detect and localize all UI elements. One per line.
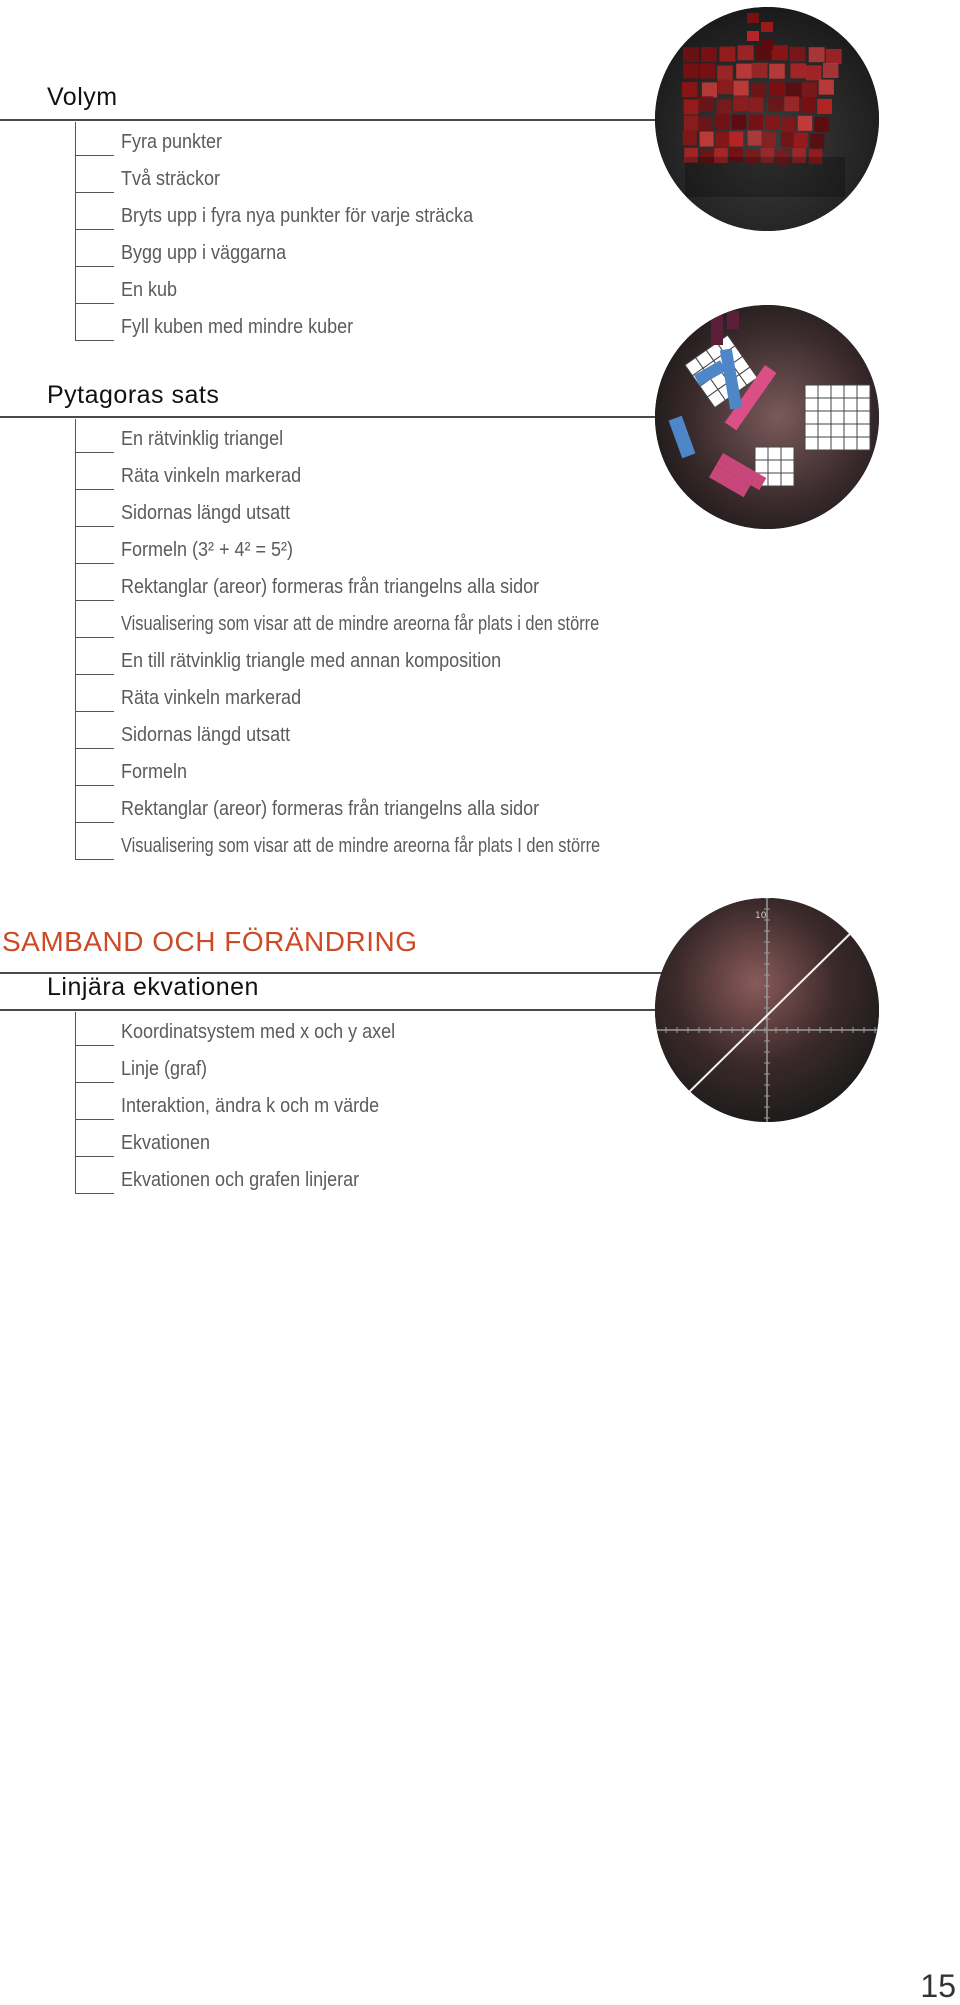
tree-branch: [75, 563, 114, 564]
tree-branch: [75, 489, 114, 490]
list-item: [75, 1086, 715, 1123]
list-item-label: Räta vinkeln markerad: [121, 687, 302, 709]
list-item-label: Linje (graf): [121, 1058, 208, 1080]
list-item-label: Koordinatsystem med x och y axel: [121, 1021, 396, 1043]
list-item-label: Formeln: [121, 761, 188, 783]
list-item: [75, 233, 715, 270]
list-item: [75, 567, 715, 604]
tree-branch: [75, 229, 114, 230]
tree-branch: [75, 859, 114, 860]
list-item: [75, 159, 715, 196]
list-item-label: Bryts upp i fyra nya punkter för varje sträcka: [121, 205, 474, 227]
list-item-label: Ekvationen: [121, 1132, 211, 1154]
list-item: [75, 419, 715, 456]
tree-branch: [75, 674, 114, 675]
pytagoras-list: [75, 419, 715, 863]
section-rule: [0, 119, 700, 121]
list-item-label: Fyll kuben med mindre kuber: [121, 316, 354, 338]
list-item: [75, 1012, 715, 1049]
graph-tick-label: 10: [755, 911, 767, 921]
section-title-volym: Volym: [47, 83, 118, 111]
red-cubes-image: [655, 7, 879, 231]
tree-branch: [75, 637, 114, 638]
tree-branch: [75, 785, 114, 786]
list-item: [75, 826, 715, 863]
tree-branch: [75, 600, 114, 601]
tree-branch: [75, 340, 114, 341]
section-rule: [0, 1009, 700, 1011]
list-item-label: Fyra punkter: [121, 131, 223, 153]
section-rule: [0, 416, 700, 418]
tree-branch: [75, 822, 114, 823]
list-item-label: Sidornas längd utsatt: [121, 502, 291, 524]
list-item: [75, 715, 715, 752]
category-rule: [0, 972, 700, 974]
linear-graph-image: [655, 898, 879, 1122]
list-item: [75, 456, 715, 493]
list-item: [75, 641, 715, 678]
list-item: [75, 270, 715, 307]
list-item: [75, 604, 715, 641]
list-item-label: Rektanglar (areor) formeras från triangelns alla sidor: [121, 798, 540, 820]
list-item-label: Interaktion, ändra k och m värde: [121, 1095, 380, 1117]
tree-branch: [75, 1119, 114, 1120]
tree-branch: [75, 1156, 114, 1157]
list-item: [75, 1049, 715, 1086]
tree-branch: [75, 155, 114, 156]
tree-branch: [75, 303, 114, 304]
section-title-linjara: Linjära ekvationen: [47, 973, 259, 1001]
list-item: [75, 122, 715, 159]
pythagoras-squares-image: [655, 305, 879, 529]
list-item-label: Två sträckor: [121, 168, 221, 190]
list-item-label: En kub: [121, 279, 178, 301]
tree-branch: [75, 266, 114, 267]
list-item: [75, 1160, 715, 1197]
section-title-pytagoras: Pytagoras sats: [47, 381, 220, 409]
linjara-list: [75, 1012, 715, 1197]
page-number: 15: [920, 1968, 956, 2004]
list-item: [75, 196, 715, 233]
list-item-label: Bygg upp i väggarna: [121, 242, 287, 264]
list-item-label: Ekvationen och grafen linjerar: [121, 1169, 360, 1191]
list-item-label: Visualisering som visar att de mindre areorna får plats i den större: [121, 613, 600, 635]
tree-branch: [75, 711, 114, 712]
list-item: [75, 678, 715, 715]
list-item-label: En rätvinklig triangel: [121, 428, 284, 450]
volym-list: [75, 122, 715, 344]
tree-branch: [75, 1045, 114, 1046]
list-item-label: En till rätvinklig triangle med annan komposition: [121, 650, 502, 672]
list-item-label: Formeln (3² + 4² = 5²): [121, 539, 294, 561]
tree-branch: [75, 192, 114, 193]
list-item-label: Rektanglar (areor) formeras från triangelns alla sidor: [121, 576, 540, 598]
tree-branch: [75, 452, 114, 453]
list-item: [75, 493, 715, 530]
list-item-label: Visualisering som visar att de mindre areorna får plats I den större: [121, 835, 601, 857]
list-item: [75, 752, 715, 789]
list-item: [75, 530, 715, 567]
category-title: SAMBAND OCH FÖRÄNDRING: [2, 926, 418, 957]
list-item-label: Sidornas längd utsatt: [121, 724, 291, 746]
tree-branch: [75, 526, 114, 527]
list-item: [75, 307, 715, 344]
tree-branch: [75, 1193, 114, 1194]
list-item-label: Räta vinkeln markerad: [121, 465, 302, 487]
tree-branch: [75, 1082, 114, 1083]
list-item: [75, 789, 715, 826]
list-item: [75, 1123, 715, 1160]
tree-branch: [75, 748, 114, 749]
